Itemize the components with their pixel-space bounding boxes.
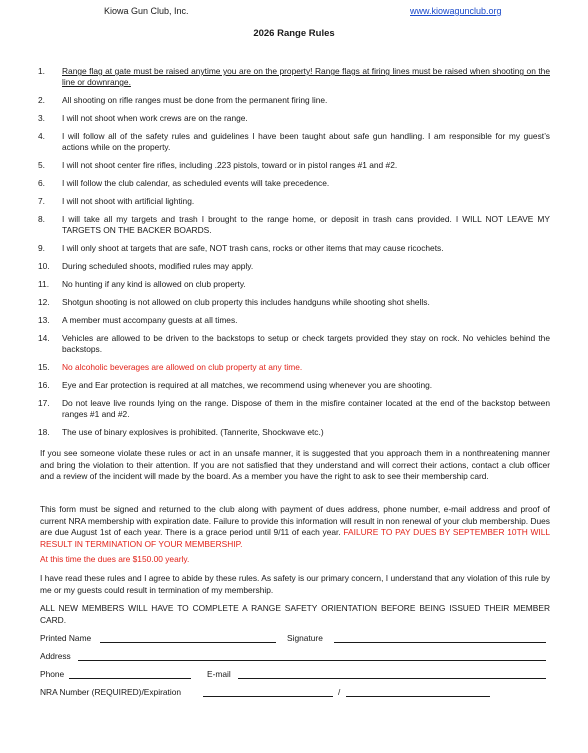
- signature-label: Signature: [287, 633, 323, 643]
- rule-item: [38, 131, 550, 153]
- rule-text: A member must accompany guests at all times.: [62, 315, 238, 325]
- form-instructions-text: This form must be signed and returned to the club along with payment of dues address, phone number, e-mail address and proof of current NRA membership with expiration date. Failure to provide this information will result in non renewal of your club membership. Dues are due August 1st of each year. There is a grace period until 9/11 of each year.: [40, 504, 550, 537]
- website-link[interactable]: www.kiowagunclub.org: [410, 6, 502, 16]
- rule-number: 10.: [38, 261, 50, 271]
- dues-warning-text: FAILURE TO PAY DUES BY SEPTEMBER 10TH WILL RESULT IN TERMINATION OF YOUR MEMBERSHIP.: [40, 527, 551, 549]
- address-label: Address: [40, 651, 71, 661]
- nra-row: [40, 687, 550, 699]
- rule-text: Shotgun shooting is not allowed on club property this includes handguns while shooting shot shells.: [62, 297, 430, 307]
- rule-text: During scheduled shoots, modified rules may apply.: [62, 261, 254, 271]
- name-signature-row: [40, 633, 550, 645]
- rule-number: 11.: [38, 279, 50, 289]
- phone-email-row: [40, 669, 550, 681]
- nra-label: NRA Number (REQUIRED)/Expiration: [40, 687, 182, 697]
- nra-expiration-field[interactable]: [346, 696, 490, 697]
- rule-item: [38, 95, 550, 106]
- nra-separator: /: [338, 687, 341, 697]
- rule-number: 2.: [38, 95, 45, 105]
- rule-item: [38, 380, 550, 391]
- rule-item: [38, 214, 550, 236]
- rule-text: I will not shoot center fire rifles, including .223 pistols, toward or in pistol ranges #1 and #2.: [62, 160, 398, 170]
- rule-text: Range flag at gate must be raised anytime you are on the property! Range flags at firing lines must be raised when shooting on the line or downrange.: [62, 66, 550, 87]
- rule-item: [38, 297, 550, 308]
- rule-text: I will follow the club calendar, as scheduled events will take precedence.: [62, 178, 330, 188]
- rule-number: 5.: [38, 160, 45, 170]
- rule-item: [38, 315, 550, 326]
- nra-number-field[interactable]: [203, 696, 333, 697]
- rule-item: [38, 178, 550, 189]
- rule-number: 1.: [38, 66, 45, 76]
- rule-number: 3.: [38, 113, 45, 123]
- rule-text: I will not shoot when work crews are on the range.: [62, 113, 248, 123]
- agreement-paragraph: I have read these rules and I agree to abide by these rules. As safety is our primary concern, I understand that any violation of this rule by me or my guests could result in termination of my membership.: [40, 573, 550, 595]
- rule-item: [38, 243, 550, 254]
- rule-text: I will not shoot with artificial lighting.: [62, 196, 195, 206]
- rule-item: [38, 66, 550, 88]
- rule-item: [38, 160, 550, 171]
- form-instructions-paragraph: [40, 504, 550, 550]
- rule-text: Do not leave live rounds lying on the range. Dispose of them in the misfire container located at the end of the backstop between ranges #1 and #2.: [62, 398, 550, 419]
- rule-text: Eye and Ear protection is required at all matches, we recommend using whenever you are shooting.: [62, 380, 433, 390]
- rule-text: I will only shoot at targets that are safe, NOT trash cans, rocks or other items that may cause ricochets.: [62, 243, 444, 253]
- orientation-notice: ALL NEW MEMBERS WILL HAVE TO COMPLETE A RANGE SAFETY ORIENTATION BEFORE BEING ISSUED THEIR MEMBER CARD.: [40, 603, 550, 625]
- rule-number: 14.: [38, 333, 50, 343]
- rule-item: [38, 279, 550, 290]
- printed-name-label: Printed Name: [40, 633, 92, 643]
- rule-item: [38, 261, 550, 272]
- violation-paragraph: If you see someone violate these rules or act in an unsafe manner, it is suggested that you approach them in a nonthreatening manner and bring the violation to their attention. If you are not satisfied that they understand and will correct their actions, contact a club officer and a review of the incident will made by the board. As a member you have the right to ask to see their membership card.: [40, 448, 550, 481]
- rule-text: Vehicles are allowed to be driven to the backstops to setup or check targets provided they stay on rock. No vehicles behind the backstops.: [62, 333, 550, 354]
- rule-number: 15.: [38, 362, 50, 372]
- rule-number: 6.: [38, 178, 45, 188]
- dues-amount: At this time the dues are $150.00 yearly.: [40, 554, 190, 564]
- rule-text-warning: No alcoholic beverages are allowed on club property at any time.: [62, 362, 303, 372]
- rule-text: No hunting if any kind is allowed on club property.: [62, 279, 246, 289]
- rule-item: [38, 362, 550, 373]
- rules-list: [38, 66, 550, 445]
- phone-label: Phone: [40, 669, 65, 679]
- rule-number: 13.: [38, 315, 50, 325]
- address-row: [40, 651, 550, 663]
- rule-number: 4.: [38, 131, 45, 141]
- rule-number: 12.: [38, 297, 50, 307]
- rule-number: 17.: [38, 398, 50, 408]
- rule-item: [38, 196, 550, 207]
- page-title: 2026 Range Rules: [253, 28, 335, 39]
- club-name: Kiowa Gun Club, Inc.: [104, 6, 189, 16]
- rule-item: [38, 427, 550, 438]
- rule-text: All shooting on rifle ranges must be done from the permanent firing line.: [62, 95, 328, 105]
- printed-name-field[interactable]: [100, 642, 276, 643]
- rule-text: I will take all my targets and trash I brought to the range home, or deposit in trash cans provided. I WILL NOT LEAVE MY TARGETS ON THE BACKER BOARDS.: [62, 214, 550, 235]
- rule-item: [38, 113, 550, 124]
- rule-number: 18.: [38, 427, 50, 437]
- rule-number: 8.: [38, 214, 45, 224]
- rule-item: [38, 333, 550, 355]
- address-field[interactable]: [78, 660, 546, 661]
- signature-field[interactable]: [334, 642, 546, 643]
- email-field[interactable]: [238, 678, 546, 679]
- phone-field[interactable]: [69, 678, 191, 679]
- rule-item: [38, 398, 550, 420]
- rule-text: I will follow all of the safety rules and guidelines I have been taught about safe gun handling. I am responsible for my guest’s actions while on the property.: [62, 131, 550, 152]
- rule-number: 9.: [38, 243, 45, 253]
- rule-number: 16.: [38, 380, 50, 390]
- rule-text: The use of binary explosives is prohibited. (Tannerite, Shockwave etc.): [62, 427, 324, 437]
- email-label: E-mail: [207, 669, 231, 679]
- rule-number: 7.: [38, 196, 45, 206]
